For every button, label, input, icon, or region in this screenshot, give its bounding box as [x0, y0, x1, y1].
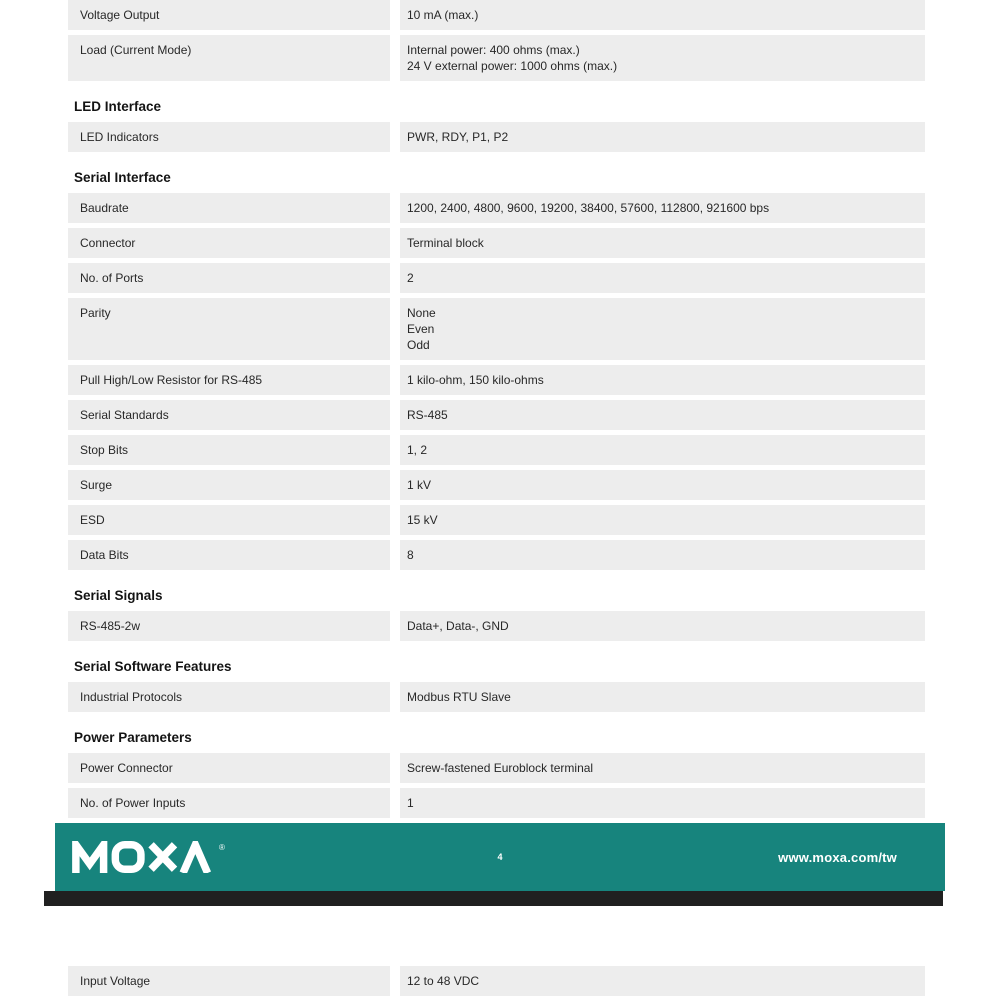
footer-dark-bar: [44, 891, 943, 906]
spec-row: [68, 611, 925, 641]
spec-label: ESD: [68, 505, 390, 535]
spec-value: [400, 611, 925, 641]
spec-value: [400, 35, 925, 81]
spec-value-line: 10 mA (max.): [407, 8, 479, 22]
spec-value-line: 1200, 2400, 4800, 9600, 19200, 38400, 57600, 112800, 921600 bps: [407, 201, 770, 215]
page-footer: [55, 823, 945, 891]
spec-value-line: 15 kV: [407, 513, 438, 527]
spec-value-line: 2: [407, 271, 414, 285]
spec-value: [400, 298, 925, 360]
spec-value: [400, 228, 925, 258]
spec-label: Connector: [68, 228, 390, 258]
spec-row: [68, 753, 925, 783]
spec-table: [68, 0, 925, 818]
spec-label: Industrial Protocols: [68, 682, 390, 712]
spec-row: [68, 682, 925, 712]
section-header: Serial Interface: [74, 170, 171, 185]
spec-row: [68, 35, 925, 81]
spec-label: Stop Bits: [68, 435, 390, 465]
spec-value: [400, 435, 925, 465]
spec-row: [68, 470, 925, 500]
spec-value: [400, 788, 925, 818]
section-header: LED Interface: [74, 99, 162, 114]
spec-value-line: 1, 2: [407, 443, 428, 457]
spec-value-line: 24 V external power: 1000 ohms (max.): [407, 59, 618, 73]
spec-label: Data Bits: [68, 540, 390, 570]
spec-value-line: 8: [407, 548, 414, 562]
spec-value-line: None: [407, 306, 436, 320]
section-header: Serial Software Features: [74, 659, 232, 674]
spec-label: LED Indicators: [68, 122, 390, 152]
spec-row: [68, 263, 925, 293]
spec-value: [400, 365, 925, 395]
spec-value: [400, 263, 925, 293]
spec-label: Surge: [68, 470, 390, 500]
spec-value: [400, 0, 925, 30]
section-header: Serial Signals: [74, 588, 163, 603]
spec-value-line: Internal power: 400 ohms (max.): [407, 43, 580, 57]
spec-value: [400, 505, 925, 535]
spec-value: [400, 122, 925, 152]
spec-label: Serial Standards: [68, 400, 390, 430]
spec-row: [68, 540, 925, 570]
spec-label: Parity: [68, 298, 390, 360]
spec-value-line: 12 to 48 VDC: [407, 974, 480, 988]
spec-value-line: Data+, Data-, GND: [407, 619, 509, 633]
spec-label: No. of Ports: [68, 263, 390, 293]
spec-label: No. of Power Inputs: [68, 788, 390, 818]
spec-label: Pull High/Low Resistor for RS-485: [68, 365, 390, 395]
spec-value: [400, 470, 925, 500]
spec-label: Voltage Output: [68, 0, 390, 30]
spec-row: [68, 505, 925, 535]
spec-row: [68, 0, 925, 30]
spec-row: [68, 400, 925, 430]
spec-label: Baudrate: [68, 193, 390, 223]
spec-value-line: RS-485: [407, 408, 448, 422]
registered-trademark-icon: ®: [219, 843, 225, 852]
spec-value: [400, 400, 925, 430]
spec-value-line: Odd: [407, 338, 430, 352]
spec-value: [400, 966, 925, 996]
spec-label: Load (Current Mode): [68, 35, 390, 81]
spec-row: [68, 788, 925, 818]
spec-value-line: 1 kilo-ohm, 150 kilo-ohms: [407, 373, 544, 387]
spec-row: [68, 966, 925, 996]
spec-value: [400, 753, 925, 783]
spec-value-line: PWR, RDY, P1, P2: [407, 130, 509, 144]
spec-row: [68, 122, 925, 152]
spec-row: [68, 435, 925, 465]
spec-value-line: Terminal block: [407, 236, 484, 250]
spec-label: Power Connector: [68, 753, 390, 783]
spec-value-line: 1 kV: [407, 478, 432, 492]
spec-row: [68, 193, 925, 223]
footer-website-link[interactable]: www.moxa.com/tw: [778, 849, 897, 865]
spec-value: [400, 540, 925, 570]
next-page-spec-table: [68, 966, 925, 996]
spec-value-line: Screw-fastened Euroblock terminal: [407, 761, 594, 775]
spec-label: RS-485-2w: [68, 611, 390, 641]
spec-value-line: Modbus RTU Slave: [407, 690, 511, 704]
spec-row: [68, 228, 925, 258]
spec-row: [68, 298, 925, 360]
page-number: 4: [497, 852, 503, 862]
spec-row: [68, 365, 925, 395]
spec-value: [400, 193, 925, 223]
spec-value: [400, 682, 925, 712]
section-header: Power Parameters: [74, 730, 192, 745]
spec-label: Input Voltage: [68, 966, 390, 996]
spec-value-line: 1: [407, 796, 414, 810]
spec-value-line: Even: [407, 322, 435, 336]
